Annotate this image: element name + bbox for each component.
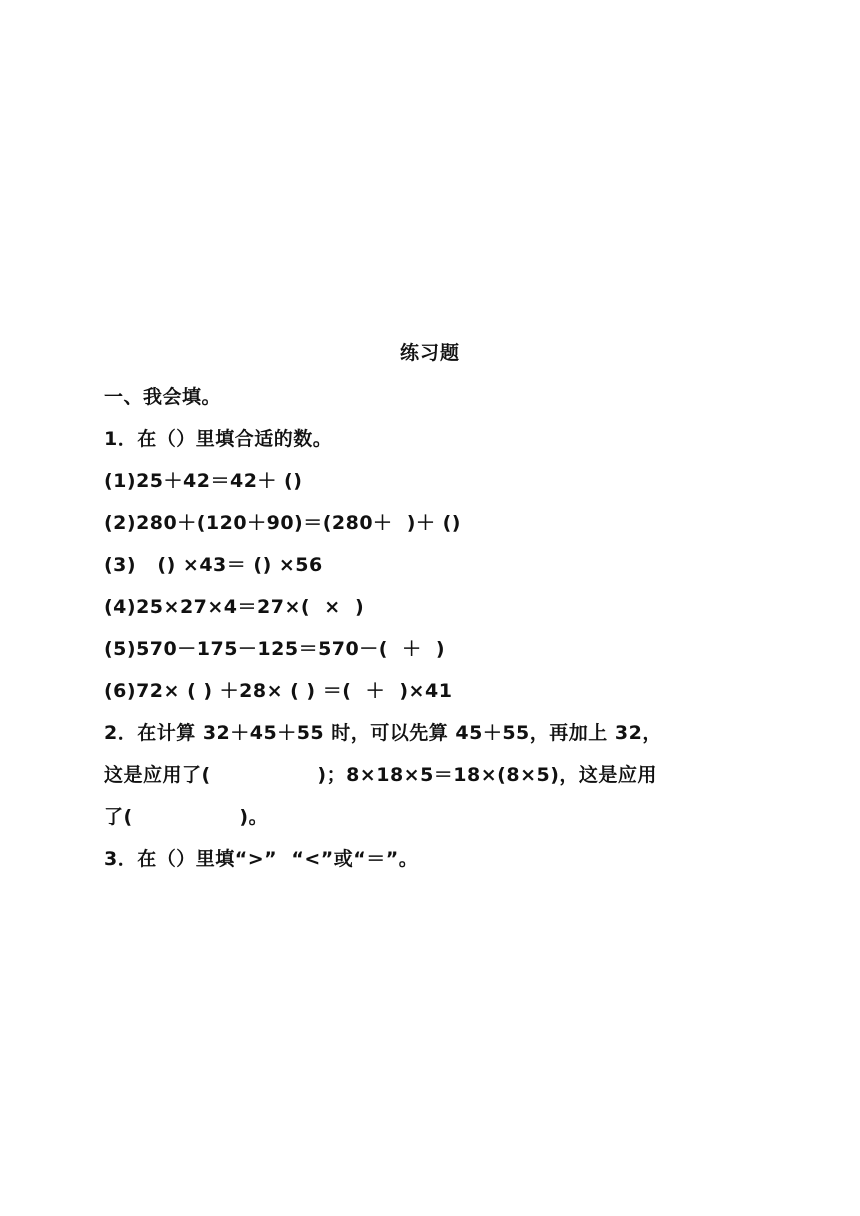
page-title: 练习题 — [399, 342, 460, 364]
question-1-item: (4)25×27×4＝27×( × ) — [104, 596, 365, 618]
question-1-item: (6)72× ( ) ＋28× ( ) ＝( ＋ )×41 — [104, 680, 453, 702]
question-3-prompt: 3．在（）里填“>” “<”或“＝”。 — [104, 848, 419, 870]
section-heading: 一、我会填。 — [104, 386, 222, 408]
question-1-item: (5)570－175－125＝570－( ＋ ) — [104, 638, 446, 660]
question-1-item: (1)25＋42＝42＋ () — [104, 470, 303, 492]
question-1-prompt: 1．在（）里填合适的数。 — [104, 428, 333, 450]
question-2-line: 了( )。 — [104, 806, 269, 828]
question-1-item: (3) () ×43＝ () ×56 — [104, 554, 323, 576]
question-2-line: 这是应用了( )；8×18×5＝18×(8×5)，这是应用 — [104, 764, 657, 786]
question-1-item: (2)280＋(120＋90)＝(280＋ )＋ () — [104, 512, 461, 534]
question-2-line: 2．在计算 32＋45＋55 时，可以先算 45＋55，再加上 32， — [104, 722, 662, 744]
